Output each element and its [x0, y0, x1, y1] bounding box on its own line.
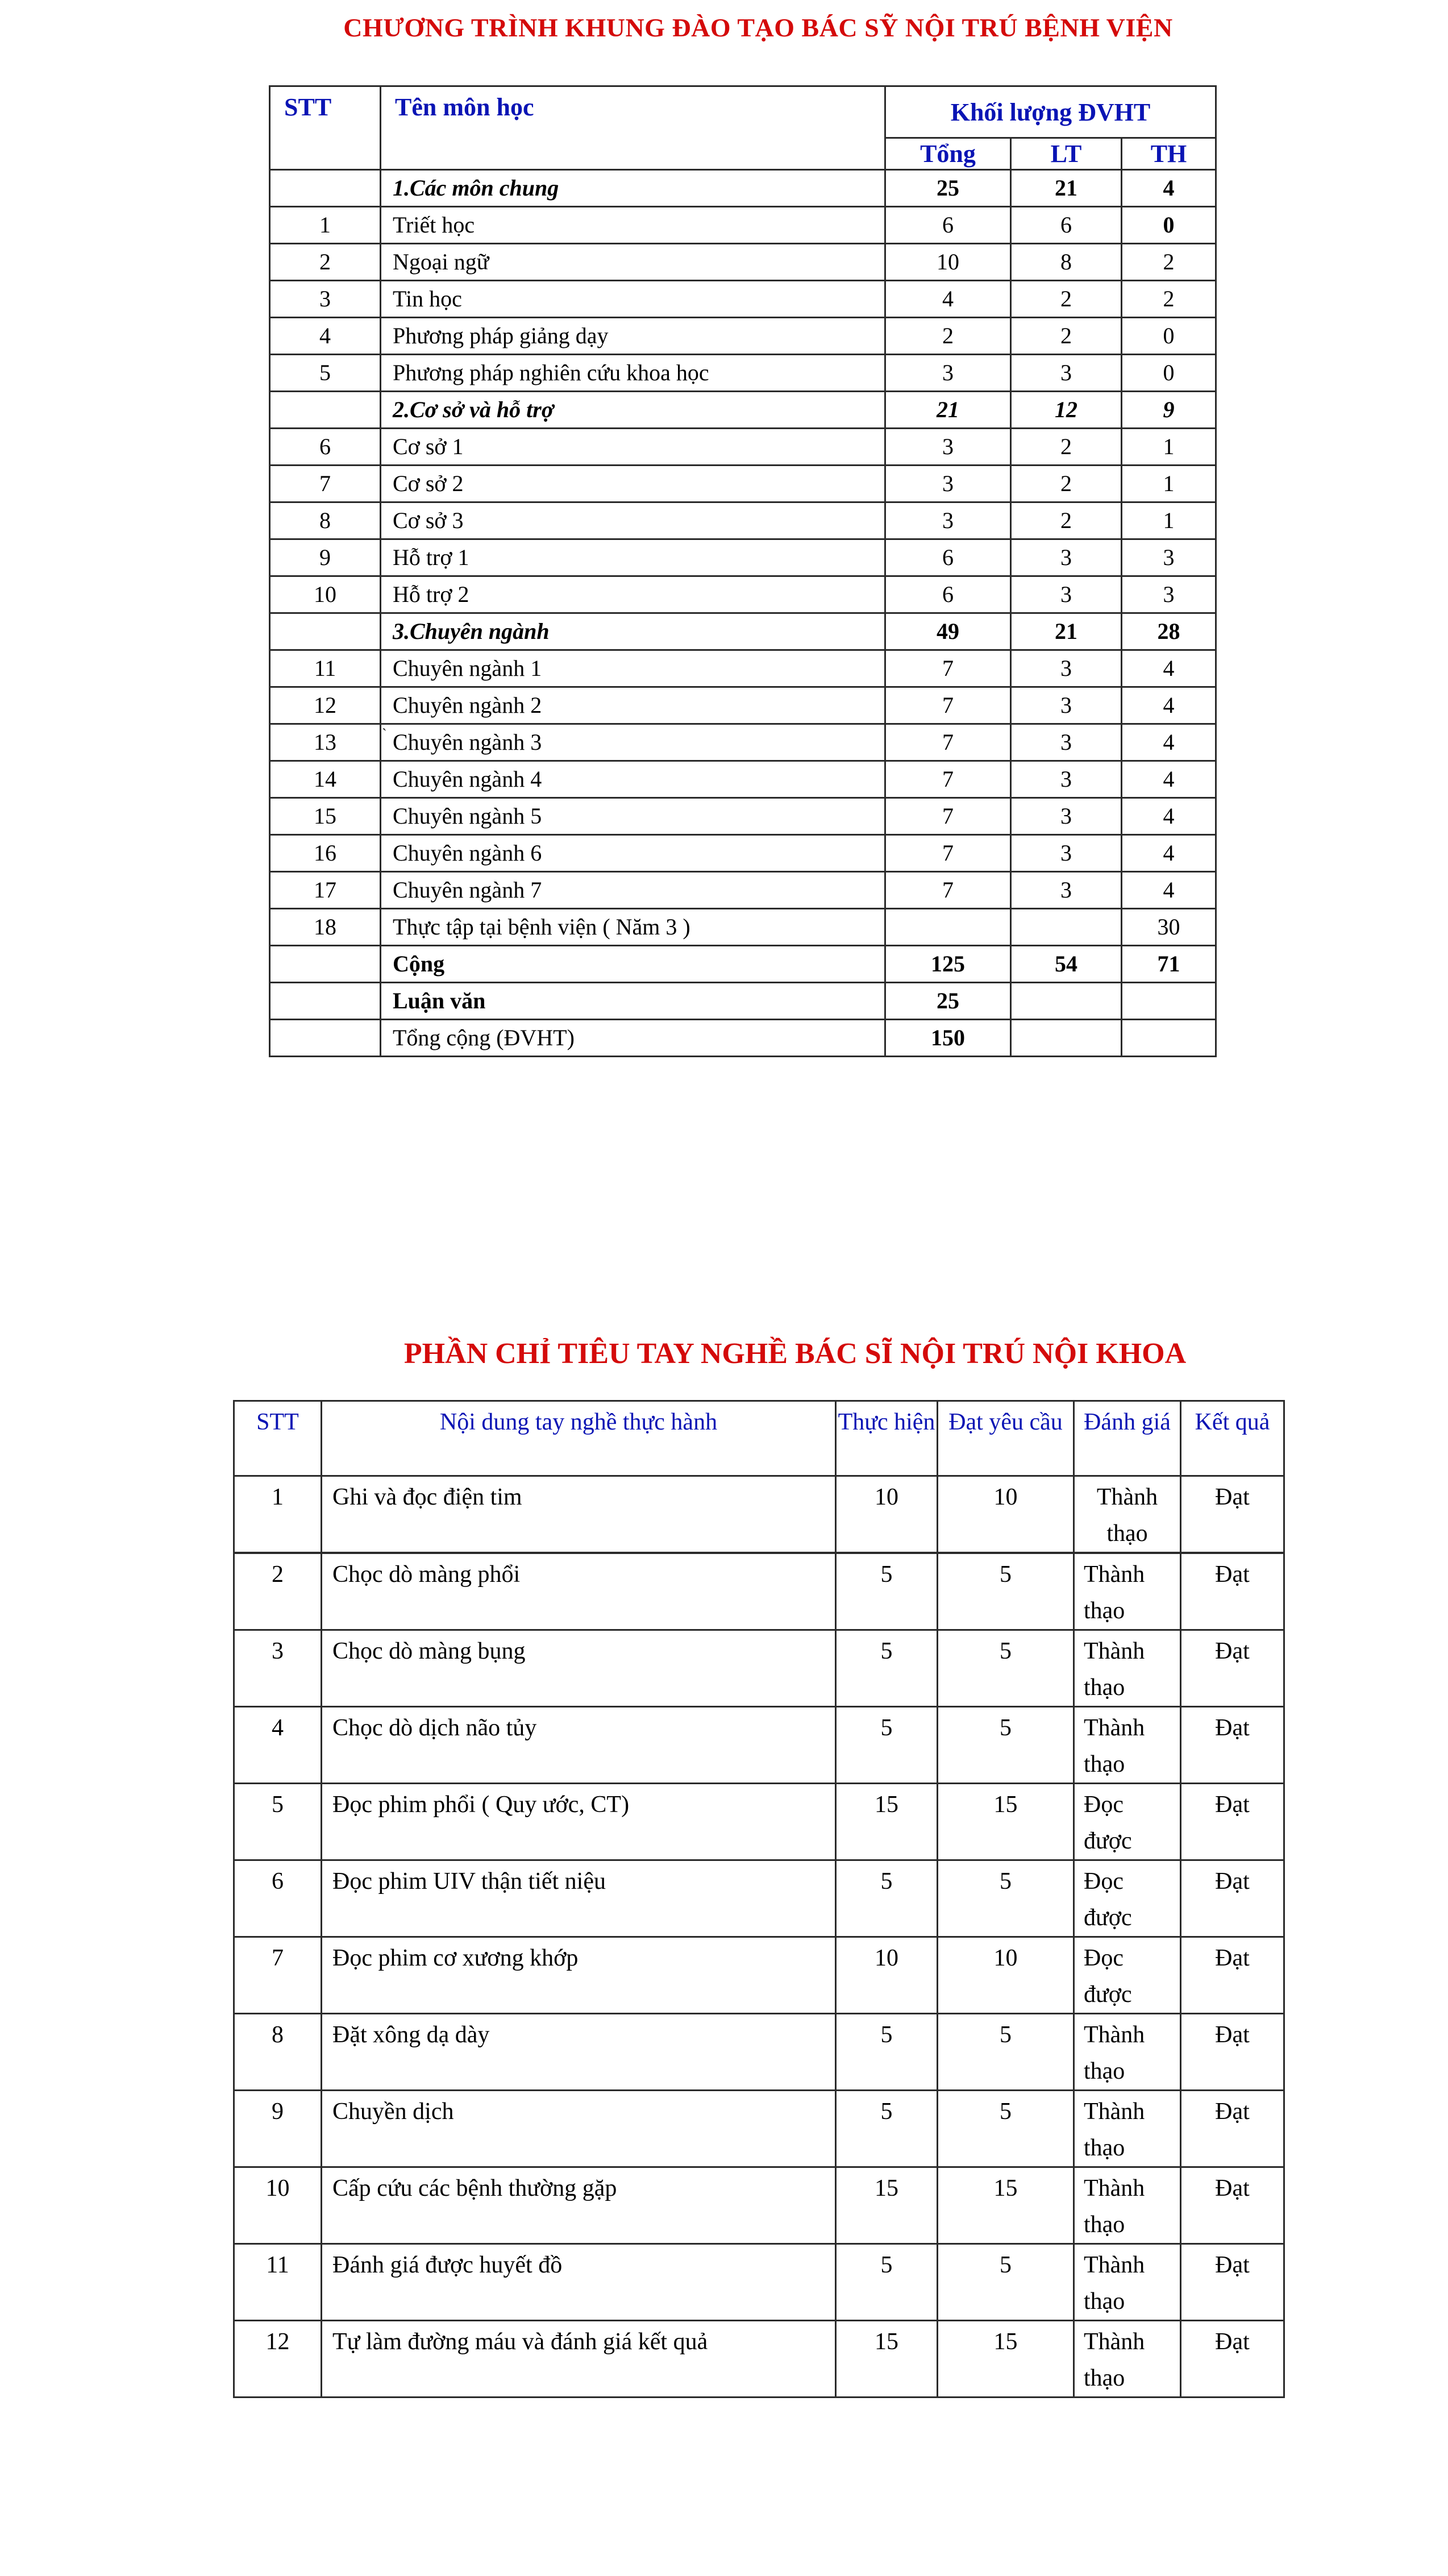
subject-name-cell: Chuyên ngành 1 [381, 650, 885, 687]
result-cell: Đạt [1181, 1784, 1284, 1860]
performed-cell: 5 [836, 2091, 938, 2167]
table-row [270, 281, 1216, 318]
subject-name-cell: Phương pháp giảng dạy [381, 318, 885, 355]
stt-cell [270, 392, 381, 429]
subject-name-cell: Cơ sở 1 [381, 429, 885, 466]
total-row [270, 983, 1216, 1020]
theory-cell: 8 [1011, 244, 1122, 281]
table-row [270, 355, 1216, 392]
total-cell: 3 [885, 502, 1011, 539]
performed-cell: 5 [836, 2244, 938, 2321]
header-subject-name: Tên môn học [381, 86, 885, 170]
total-cell: 150 [885, 1020, 1011, 1057]
skill-content-cell: Cấp cứu các bệnh thường gặp [322, 2167, 836, 2244]
subject-name-cell: Ngoại ngữ [381, 244, 885, 281]
skills-table [233, 1400, 1285, 2398]
skill-content-cell: Ghi và đọc điện tim [322, 1476, 836, 1553]
required-cell: 10 [938, 1937, 1074, 2014]
skills-title: PHẦN CHỈ TIÊU TAY NGHỀ BÁC SĨ NỘI TRÚ NỘI KHOA [403, 1337, 1187, 1370]
table-row [234, 1553, 1284, 1630]
practice-cell: 4 [1122, 650, 1216, 687]
evaluation-cell: Đọc được [1074, 1937, 1181, 2014]
performed-cell: 10 [836, 1476, 938, 1553]
table-row [234, 2167, 1284, 2244]
stt-cell: 2 [270, 244, 381, 281]
evaluation-cell: Đọc được [1074, 1784, 1181, 1860]
total-cell: 3 [885, 429, 1011, 466]
total-cell: 6 [885, 207, 1011, 244]
practice-cell: 1 [1122, 429, 1216, 466]
theory-cell: 21 [1011, 170, 1122, 207]
total-cell: 6 [885, 539, 1011, 576]
total-cell: 7 [885, 650, 1011, 687]
theory-cell: 3 [1011, 872, 1122, 909]
header-required: Đạt yêu cầu [938, 1401, 1074, 1476]
table-row [270, 539, 1216, 576]
result-cell: Đạt [1181, 2321, 1284, 2398]
stt-cell: 3 [234, 1630, 322, 1707]
theory-cell: 3 [1011, 835, 1122, 872]
skill-content-cell: Tự làm đường máu và đánh giá kết quả [322, 2321, 836, 2398]
practice-cell [1122, 983, 1216, 1020]
stt-cell: 12 [270, 687, 381, 724]
stt-cell: 6 [234, 1860, 322, 1937]
section-row [270, 613, 1216, 650]
skill-content-cell: Đánh giá được huyết đồ [322, 2244, 836, 2321]
stt-cell: 4 [270, 318, 381, 355]
table-row [234, 1784, 1284, 1860]
required-cell: 5 [938, 1860, 1074, 1937]
result-cell: Đạt [1181, 1553, 1284, 1630]
practice-cell: 1 [1122, 466, 1216, 502]
evaluation-cell: Thành thạo [1074, 1707, 1181, 1784]
stt-cell: 4 [234, 1707, 322, 1784]
required-cell: 15 [938, 2167, 1074, 2244]
total-cell: 49 [885, 613, 1011, 650]
stt-cell: 8 [270, 502, 381, 539]
theory-cell: 3 [1011, 539, 1122, 576]
evaluation-cell: Thành thạo [1074, 1553, 1181, 1630]
stt-cell [270, 983, 381, 1020]
skill-content-cell: Chọc dò dịch não tủy [322, 1707, 836, 1784]
skill-content-cell: Chuyền dịch [322, 2091, 836, 2167]
practice-cell: 0 [1122, 318, 1216, 355]
stt-cell: 7 [234, 1937, 322, 2014]
stt-cell: 3 [270, 281, 381, 318]
stt-cell: 18 [270, 909, 381, 946]
stt-cell: 14 [270, 761, 381, 798]
header-result: Kết quả [1181, 1401, 1284, 1476]
result-cell: Đạt [1181, 1476, 1284, 1553]
table-row [270, 318, 1216, 355]
subject-name-cell: Chuyên ngành 6 [381, 835, 885, 872]
practice-cell [1122, 1020, 1216, 1057]
stt-cell: 12 [234, 2321, 322, 2398]
theory-cell: 3 [1011, 576, 1122, 613]
total-cell [885, 909, 1011, 946]
skill-content-cell: Đọc phim cơ xương khớp [322, 1937, 836, 2014]
result-cell: Đạt [1181, 1630, 1284, 1707]
stt-cell: 8 [234, 2014, 322, 2091]
subject-name-cell: Hỗ trợ 2 [381, 576, 885, 613]
theory-cell [1011, 909, 1122, 946]
required-cell: 15 [938, 1784, 1074, 1860]
total-cell: 25 [885, 983, 1011, 1020]
result-cell: Đạt [1181, 2091, 1284, 2167]
practice-cell: 28 [1122, 613, 1216, 650]
required-cell: 10 [938, 1476, 1074, 1553]
practice-cell: 4 [1122, 798, 1216, 835]
stt-cell: 11 [234, 2244, 322, 2321]
table-row [234, 1937, 1284, 2014]
subject-name-cell: Chuyên ngành 3 [381, 724, 885, 761]
stt-cell: 13 [270, 724, 381, 761]
stt-cell: 15 [270, 798, 381, 835]
header-total: Tổng [885, 138, 1011, 170]
theory-cell: 21 [1011, 613, 1122, 650]
stt-cell [270, 1020, 381, 1057]
total-cell: 2 [885, 318, 1011, 355]
table-row [270, 650, 1216, 687]
subject-name-cell: Chuyên ngành 7 [381, 872, 885, 909]
evaluation-cell: Thành thạo [1074, 2167, 1181, 2244]
stt-cell: 10 [270, 576, 381, 613]
stt-cell [270, 613, 381, 650]
table-row [270, 872, 1216, 909]
practice-cell: 4 [1122, 835, 1216, 872]
total-cell: 7 [885, 687, 1011, 724]
subject-name-cell: Cơ sở 3 [381, 502, 885, 539]
theory-cell: 3 [1011, 724, 1122, 761]
result-cell: Đạt [1181, 1860, 1284, 1937]
table-row [234, 1630, 1284, 1707]
header-stt: STT [270, 86, 381, 170]
grand-row [270, 1020, 1216, 1057]
header-practice: TH [1122, 138, 1216, 170]
stray-mark: ` [382, 726, 387, 742]
theory-cell [1011, 1020, 1122, 1057]
theory-cell [1011, 983, 1122, 1020]
performed-cell: 15 [836, 1784, 938, 1860]
subject-name-cell: 3.Chuyên ngành [381, 613, 885, 650]
header-stt: STT [234, 1401, 322, 1476]
section-row [270, 392, 1216, 429]
required-cell: 5 [938, 2014, 1074, 2091]
subject-name-cell: Luận văn [381, 983, 885, 1020]
evaluation-cell: Thành thạo [1074, 2321, 1181, 2398]
header-skill-content: Nội dung tay nghề thực hành [322, 1401, 836, 1476]
subject-name-cell: 1.Các môn chung [381, 170, 885, 207]
table-row [270, 466, 1216, 502]
theory-cell: 3 [1011, 761, 1122, 798]
stt-cell: 5 [270, 355, 381, 392]
subject-name-cell: Hỗ trợ 1 [381, 539, 885, 576]
theory-cell: 3 [1011, 355, 1122, 392]
stt-cell: 1 [270, 207, 381, 244]
table-row [270, 502, 1216, 539]
theory-cell: 3 [1011, 650, 1122, 687]
required-cell: 15 [938, 2321, 1074, 2398]
total-cell: 7 [885, 761, 1011, 798]
theory-cell: 3 [1011, 687, 1122, 724]
result-cell: Đạt [1181, 1707, 1284, 1784]
subject-name-cell: Tin học [381, 281, 885, 318]
subject-name-cell: Phương pháp nghiên cứu khoa học [381, 355, 885, 392]
curriculum-title: CHƯƠNG TRÌNH KHUNG ĐÀO TẠO BÁC SỸ NỘI TRÚ BỆNH VIỆN [343, 13, 1173, 42]
subject-name-cell: Triết học [381, 207, 885, 244]
table-row [234, 2244, 1284, 2321]
table-row [234, 2091, 1284, 2167]
stt-cell: 17 [270, 872, 381, 909]
skill-content-cell: Chọc dò màng phổi [322, 1553, 836, 1630]
result-cell: Đạt [1181, 1937, 1284, 2014]
required-cell: 5 [938, 1553, 1074, 1630]
total-cell: 7 [885, 724, 1011, 761]
performed-cell: 10 [836, 1937, 938, 2014]
practice-cell: 9 [1122, 392, 1216, 429]
header-credit-volume: Khối lượng ĐVHT [885, 86, 1216, 138]
evaluation-cell: Thành thạo [1074, 2091, 1181, 2167]
table-row [234, 1476, 1284, 1553]
stt-cell: 11 [270, 650, 381, 687]
skills-table-body [234, 1476, 1284, 2398]
subject-name-cell: Chuyên ngành 2 [381, 687, 885, 724]
total-cell: 10 [885, 244, 1011, 281]
skill-content-cell: Chọc dò màng bụng [322, 1630, 836, 1707]
theory-cell: 2 [1011, 466, 1122, 502]
header-performed: Thực hiện [836, 1401, 938, 1476]
header-theory: LT [1011, 138, 1122, 170]
theory-cell: 12 [1011, 392, 1122, 429]
practice-cell: 1 [1122, 502, 1216, 539]
stt-cell: 9 [270, 539, 381, 576]
subject-name-cell: Thực tập tại bệnh viện ( Năm 3 ) [381, 909, 885, 946]
table-row [234, 1860, 1284, 1937]
header-evaluation: Đánh giá [1074, 1401, 1181, 1476]
evaluation-cell: Đọc được [1074, 1860, 1181, 1937]
theory-cell: 6 [1011, 207, 1122, 244]
performed-cell: 15 [836, 2321, 938, 2398]
stt-cell: 1 [234, 1476, 322, 1553]
required-cell: 5 [938, 1630, 1074, 1707]
required-cell: 5 [938, 1707, 1074, 1784]
required-cell: 5 [938, 2244, 1074, 2321]
practice-cell: 2 [1122, 281, 1216, 318]
stt-cell: 16 [270, 835, 381, 872]
total-cell: 7 [885, 798, 1011, 835]
performed-cell: 5 [836, 2014, 938, 2091]
total-cell: 3 [885, 466, 1011, 502]
evaluation-cell: Thành thạo [1074, 1476, 1181, 1553]
table-row [270, 798, 1216, 835]
stt-cell: 9 [234, 2091, 322, 2167]
performed-cell: 15 [836, 2167, 938, 2244]
theory-cell: 54 [1011, 946, 1122, 983]
performed-cell: 5 [836, 1860, 938, 1937]
table-row [270, 835, 1216, 872]
practice-cell: 4 [1122, 872, 1216, 909]
curriculum-table-body [270, 170, 1216, 1057]
practice-cell: 4 [1122, 687, 1216, 724]
stt-cell: 6 [270, 429, 381, 466]
evaluation-cell: Thành thạo [1074, 1630, 1181, 1707]
subject-name-cell: Chuyên ngành 5 [381, 798, 885, 835]
evaluation-cell: Thành thạo [1074, 2244, 1181, 2321]
curriculum-table [269, 85, 1217, 1057]
total-cell: 7 [885, 835, 1011, 872]
theory-cell: 3 [1011, 798, 1122, 835]
table-row [270, 687, 1216, 724]
practice-cell: 3 [1122, 576, 1216, 613]
subject-name-cell: Chuyên ngành 4 [381, 761, 885, 798]
subject-name-cell: Cộng [381, 946, 885, 983]
table-row [270, 761, 1216, 798]
stt-cell [270, 946, 381, 983]
total-cell: 7 [885, 872, 1011, 909]
practice-cell: 4 [1122, 724, 1216, 761]
practice-cell: 71 [1122, 946, 1216, 983]
result-cell: Đạt [1181, 2014, 1284, 2091]
table-row [270, 576, 1216, 613]
theory-cell: 2 [1011, 281, 1122, 318]
practice-cell: 0 [1122, 207, 1216, 244]
subject-name-cell: Cơ sở 2 [381, 466, 885, 502]
table-row [234, 1707, 1284, 1784]
total-row [270, 946, 1216, 983]
stt-cell: 7 [270, 466, 381, 502]
subject-name-cell: 2.Cơ sở và hỗ trợ [381, 392, 885, 429]
table-row [270, 724, 1216, 761]
theory-cell: 2 [1011, 429, 1122, 466]
table-row [234, 2014, 1284, 2091]
stt-cell [270, 170, 381, 207]
skill-content-cell: Đọc phim UIV thận tiết niệu [322, 1860, 836, 1937]
practice-cell: 30 [1122, 909, 1216, 946]
performed-cell: 5 [836, 1630, 938, 1707]
table-row [234, 2321, 1284, 2398]
stt-cell: 2 [234, 1553, 322, 1630]
skill-content-cell: Đọc phim phổi ( Quy ước, CT) [322, 1784, 836, 1860]
theory-cell: 2 [1011, 318, 1122, 355]
practice-cell: 4 [1122, 170, 1216, 207]
skill-content-cell: Đặt xông dạ dày [322, 2014, 836, 2091]
practice-cell: 0 [1122, 355, 1216, 392]
total-cell: 6 [885, 576, 1011, 613]
total-cell: 4 [885, 281, 1011, 318]
total-cell: 3 [885, 355, 1011, 392]
table-row [270, 909, 1216, 946]
stt-cell: 10 [234, 2167, 322, 2244]
practice-cell: 4 [1122, 761, 1216, 798]
total-cell: 25 [885, 170, 1011, 207]
evaluation-cell: Thành thạo [1074, 2014, 1181, 2091]
result-cell: Đạt [1181, 2244, 1284, 2321]
table-row [270, 244, 1216, 281]
practice-cell: 2 [1122, 244, 1216, 281]
stt-cell: 5 [234, 1784, 322, 1860]
subject-name-cell: Tổng cộng (ĐVHT) [381, 1020, 885, 1057]
performed-cell: 5 [836, 1707, 938, 1784]
table-row [270, 429, 1216, 466]
required-cell: 5 [938, 2091, 1074, 2167]
table-row [270, 207, 1216, 244]
theory-cell: 2 [1011, 502, 1122, 539]
section-row [270, 170, 1216, 207]
practice-cell: 3 [1122, 539, 1216, 576]
result-cell: Đạt [1181, 2167, 1284, 2244]
total-cell: 125 [885, 946, 1011, 983]
total-cell: 21 [885, 392, 1011, 429]
performed-cell: 5 [836, 1553, 938, 1630]
